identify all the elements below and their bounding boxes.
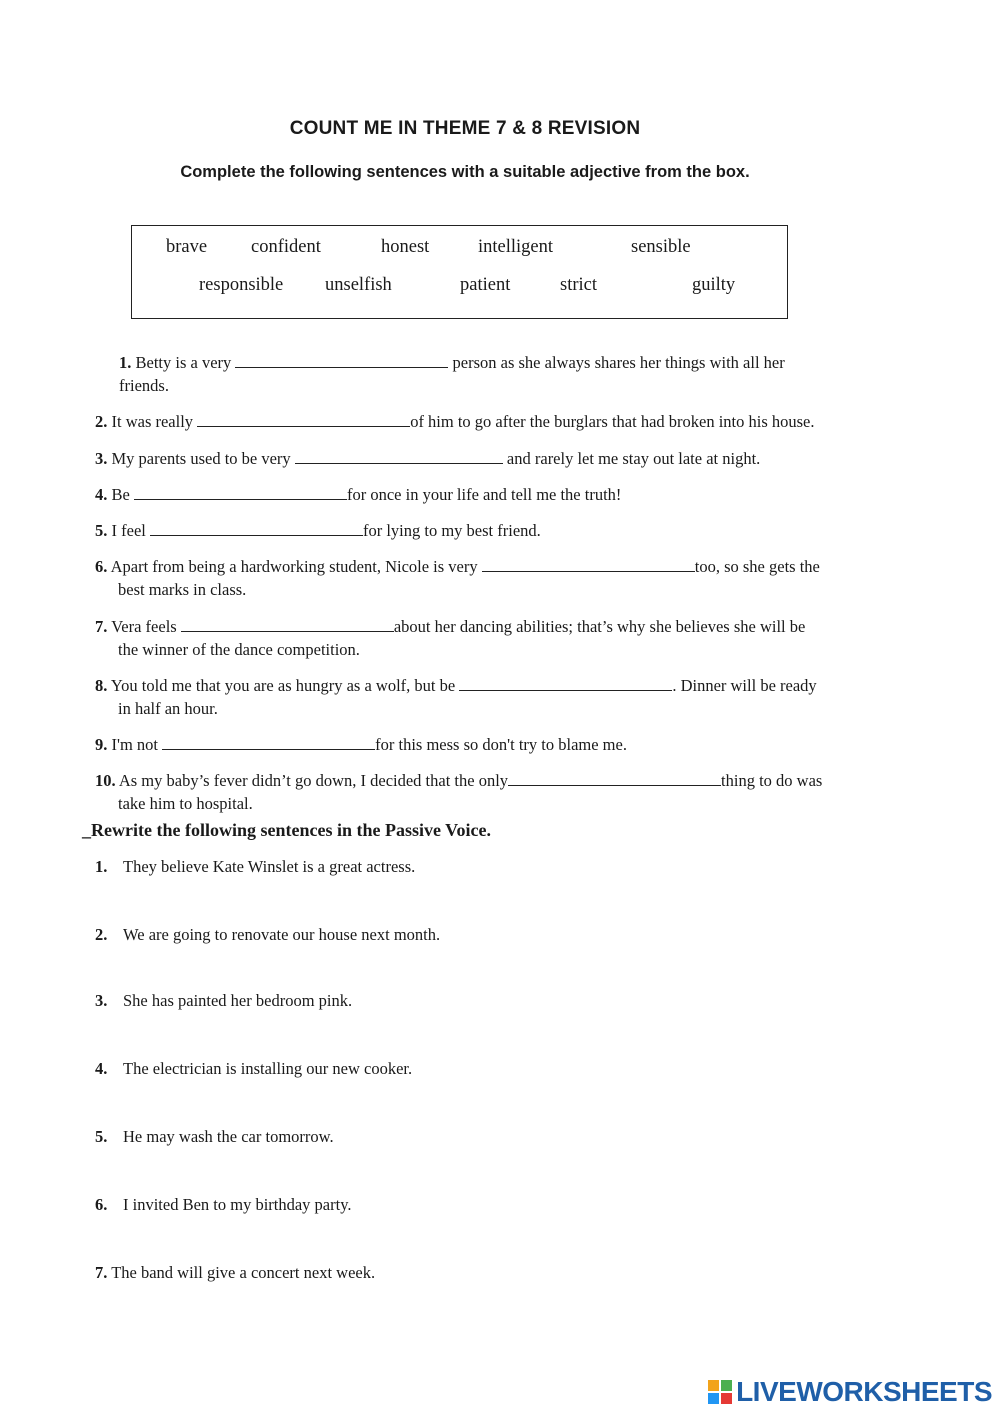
answer-blank[interactable] — [150, 521, 363, 536]
liveworksheets-icon — [708, 1380, 732, 1404]
word-sensible[interactable]: sensible — [631, 237, 691, 257]
word-brave[interactable]: brave — [166, 237, 208, 257]
answer-blank[interactable] — [459, 676, 672, 691]
word-box — [131, 225, 788, 319]
passive-question-2: 2. We are going to renovate our house next month. — [95, 925, 441, 944]
question-number: 6. — [95, 557, 108, 576]
answer-blank[interactable] — [235, 353, 448, 368]
word-responsible[interactable]: responsible — [199, 275, 284, 295]
fill-question-3: 3. My parents used to be very and rarely let me stay out late at night. — [95, 449, 761, 468]
logo-text: LIVEWORKSHEETS — [736, 1376, 992, 1407]
fill-question-6: 6. Apart from being a hardworking student, Nicole is very too, so she gets the best marks in class. — [95, 557, 820, 599]
instruction-passive: _Rewrite the following sentences in the Passive Voice. — [82, 820, 491, 840]
word-guilty[interactable]: guilty — [692, 275, 736, 295]
instruction-adjectives: Complete the following sentences with a suitable adjective from the box. — [180, 163, 750, 181]
passive-question-3: 3. She has painted her bedroom pink. — [95, 991, 353, 1010]
fill-question-8: 8. You told me that you are as hungry as a wolf, but be . Dinner will be ready in half an hour. — [95, 676, 817, 718]
passive-question-6: 6. I invited Ben to my birthday party. — [95, 1195, 352, 1214]
passive-question-7: 7. The band will give a concert next week. — [95, 1263, 376, 1282]
question-number: 5. — [95, 521, 108, 540]
word-strict[interactable]: strict — [560, 275, 597, 295]
word-patient[interactable]: patient — [460, 275, 511, 295]
question-number: 3. — [95, 449, 108, 468]
answer-blank[interactable] — [134, 485, 347, 500]
fill-question-7: 7. Vera feels about her dancing abilities; that’s why she believes she will be the winner of the dance competition. — [95, 617, 806, 659]
fill-question-1: 1. Betty is a very person as she always shares her things with all her friends. — [119, 353, 785, 395]
question-number: 9. — [95, 735, 108, 754]
answer-blank[interactable] — [482, 557, 695, 572]
question-number: 7. — [95, 617, 108, 636]
word-intelligent[interactable]: intelligent — [478, 237, 554, 257]
passive-question-1: 1. They believe Kate Winslet is a great actress. — [95, 857, 416, 876]
answer-blank[interactable] — [295, 449, 503, 464]
question-number: 2. — [95, 412, 108, 431]
question-number: 8. — [95, 676, 108, 695]
fill-question-2: 2. It was really of him to go after the burglars that had broken into his house. — [95, 412, 815, 431]
fill-question-4: 4. Be for once in your life and tell me the truth! — [95, 485, 622, 504]
answer-blank[interactable] — [197, 412, 410, 427]
passive-question-5: 5. He may wash the car tomorrow. — [95, 1127, 334, 1146]
answer-blank[interactable] — [181, 617, 394, 632]
passive-question-4: 4. The electrician is installing our new cooker. — [95, 1059, 413, 1078]
fill-question-9: 9. I'm not for this mess so don't try to blame me. — [95, 735, 627, 754]
question-number: 1. — [119, 353, 132, 372]
word-unselfish[interactable]: unselfish — [325, 275, 392, 295]
answer-blank[interactable] — [162, 735, 375, 750]
fill-question-10: 10. As my baby’s fever didn’t go down, I decided that the only thing to do was take him to hospital. — [95, 771, 823, 813]
page-title: COUNT ME IN THEME 7 & 8 REVISION — [289, 118, 641, 139]
fill-question-5: 5. I feel for lying to my best friend. — [95, 521, 541, 540]
word-honest[interactable]: honest — [381, 237, 430, 257]
liveworksheets-logo[interactable] — [708, 1377, 992, 1407]
question-number: 4. — [95, 485, 108, 504]
word-confident[interactable]: confident — [251, 237, 321, 257]
question-number: 10. — [95, 771, 116, 790]
answer-blank[interactable] — [508, 771, 721, 786]
